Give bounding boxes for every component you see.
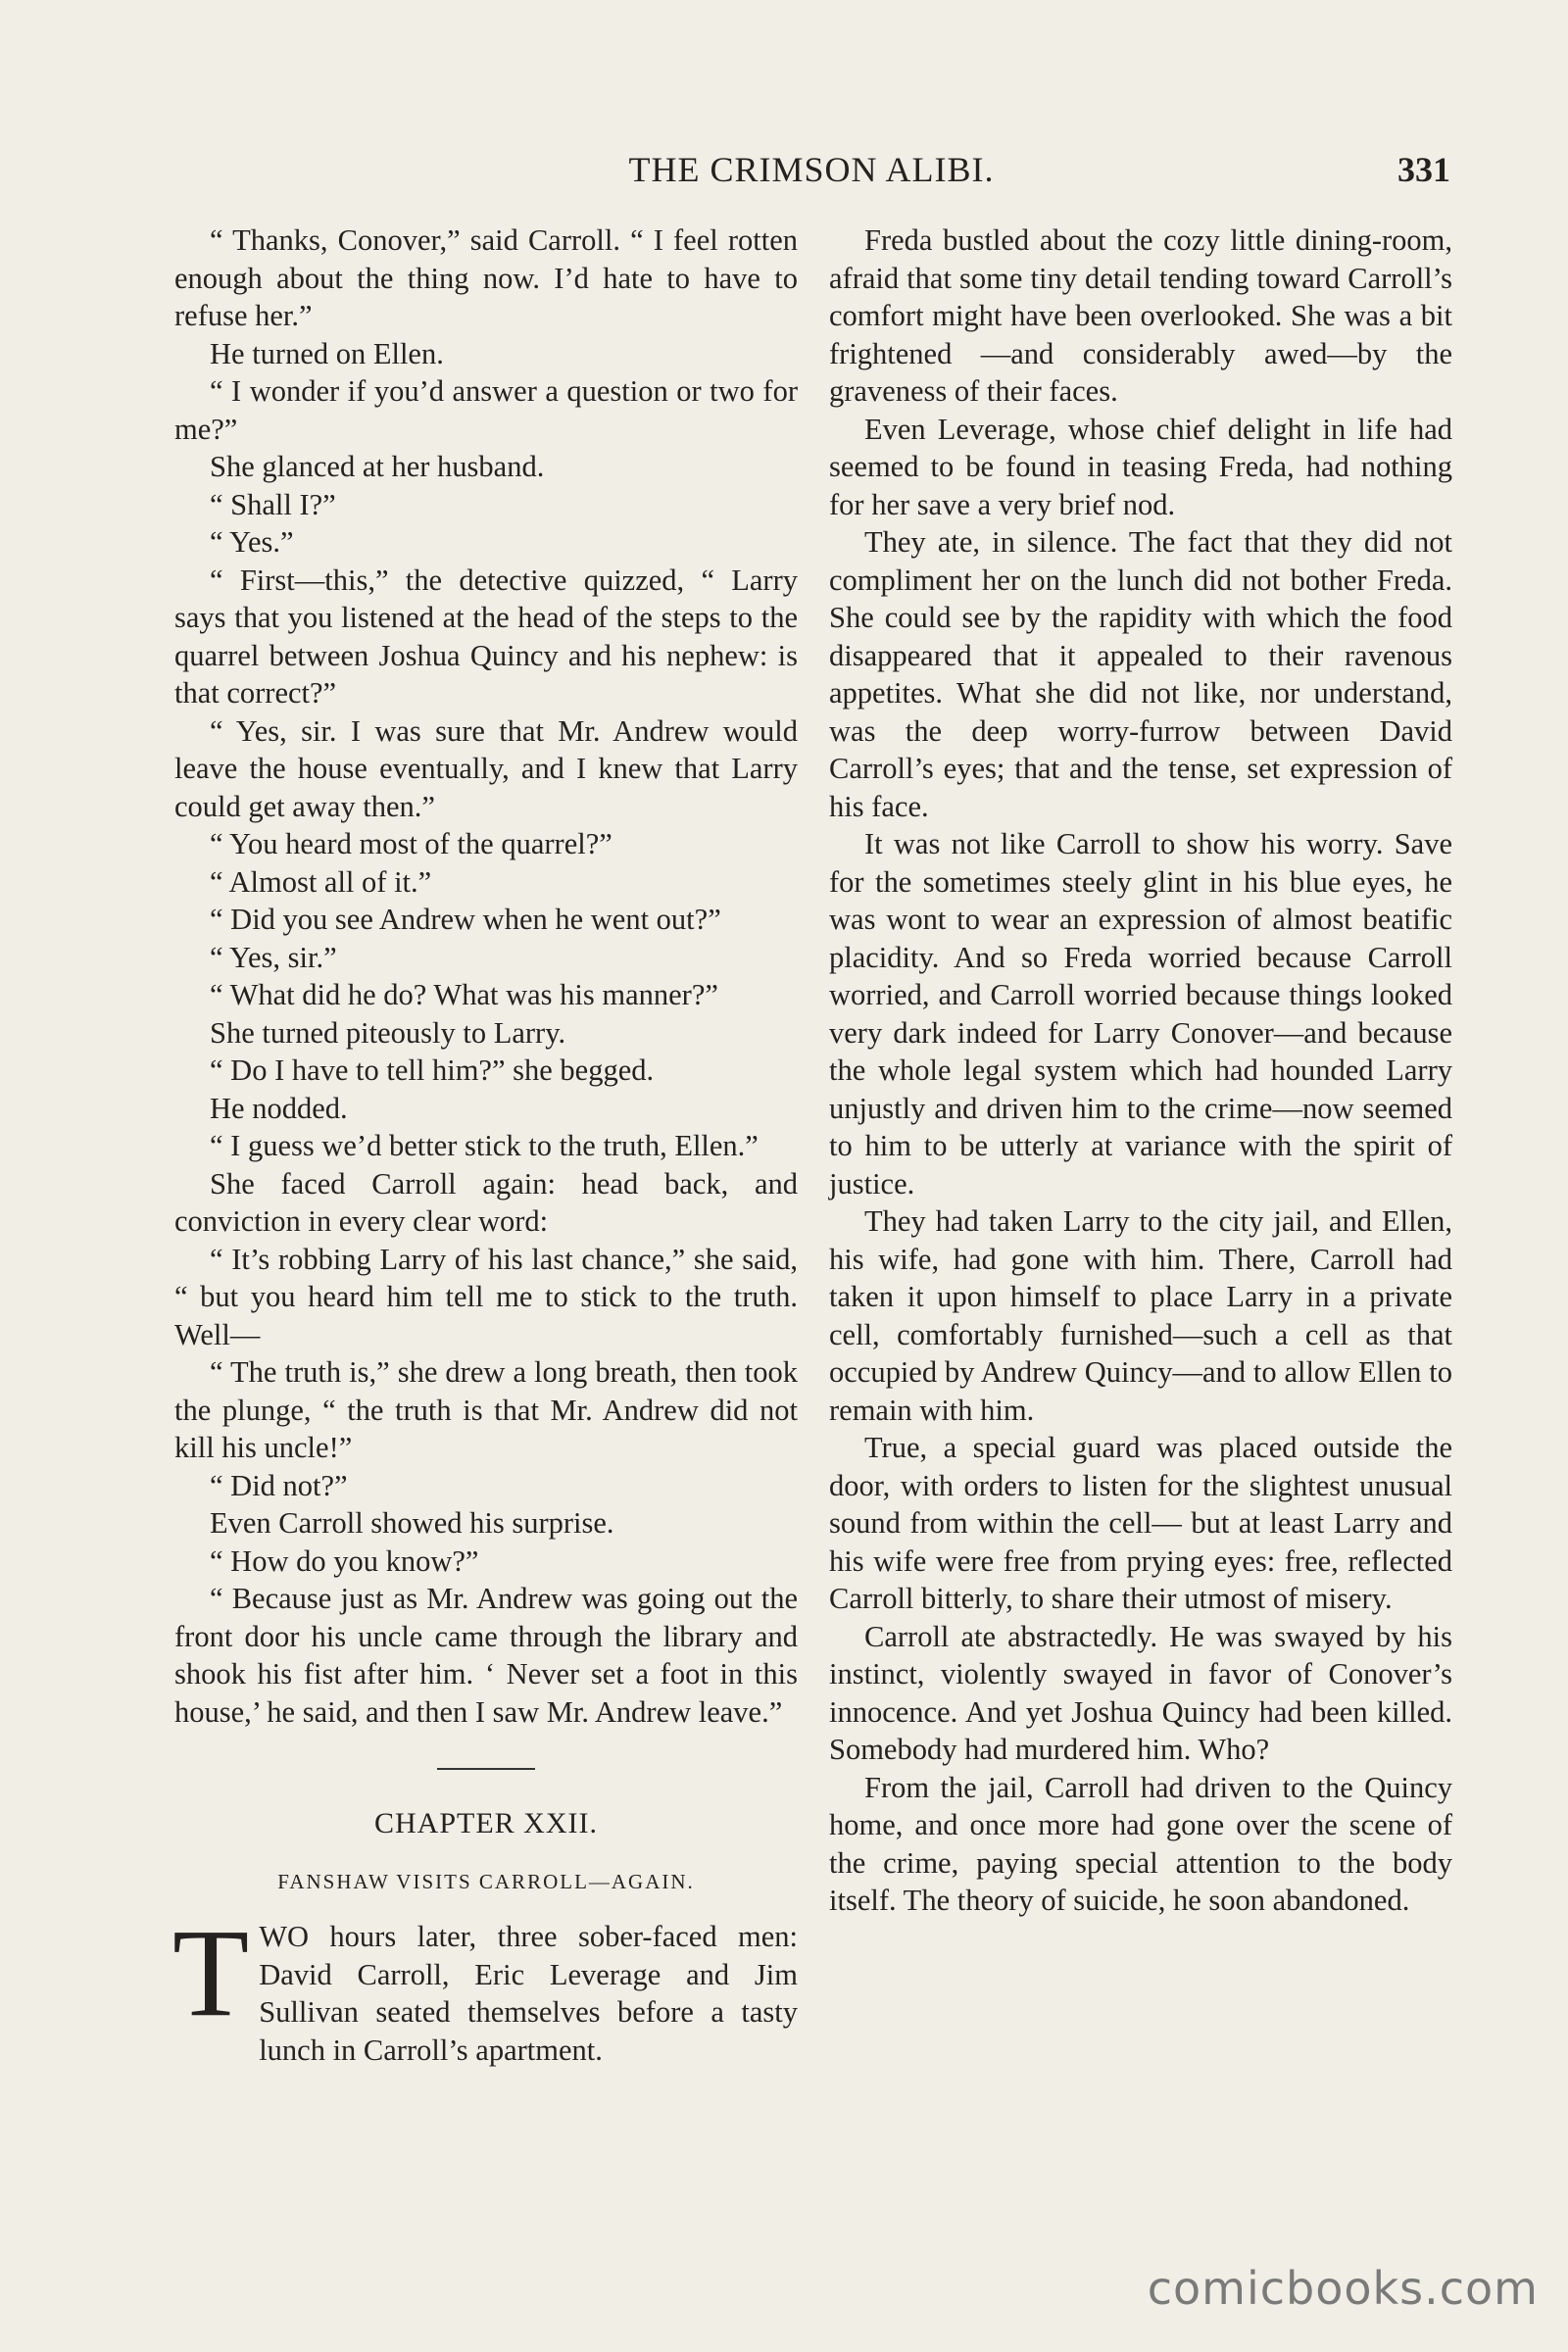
paragraph: They had taken Larry to the city jail, and Ellen, his wife, had gone with him. There, Carroll had taken it upon himself to place Larry in a private cell, comfortably furnished—such a cell as that occupied by Andrew Quincy—and to allow Ellen to remain with him. — [829, 1204, 1452, 1427]
paragraph: “ Thanks, Conover,” said Carroll. “ I feel rotten enough about the thing now. I’d hate to have to refuse her.” — [174, 223, 798, 332]
paragraph: “ First—this,” the detective quizzed, “ Larry says that you listened at the head of the steps to the quarrel between Joshua Quincy and his nephew: is that correct?” — [174, 563, 798, 710]
paragraph: “ What did he do? What was his manner?” — [210, 978, 718, 1011]
paragraph: “ Did you see Andrew when he went out?” — [210, 903, 721, 936]
paragraph: “ It’s robbing Larry of his last chance,” she said, “ but you heard him tell me to stick to the truth. Well— — [174, 1242, 798, 1351]
paragraph: She glanced at her husband. — [210, 450, 545, 483]
paragraph: It was not like Carroll to show his worry. Save for the sometimes steely glint in his blue eyes, he was wont to wear an expression of almost beatific placidity. And so Freda worried because Carroll worried, and Carroll worried because things looked very dark indeed for Larry Conover—and because the whole legal system which had hounded Larry unjustly and driven him to the crime—now seemed to him to be utterly at variance with the spirit of justice. — [829, 827, 1452, 1200]
paragraph: Carroll ate abstractedly. He was swayed by his instinct, violently swayed in favor of Conover’s innocence. And yet Joshua Quincy had been killed. Somebody had murdered him. Who? — [829, 1619, 1452, 1766]
paragraph: “ I wonder if you’d answer a question or two for me?” — [174, 374, 798, 446]
chapter-opening-text: WO hours later, three sober-faced men: David Carroll, Eric Leverage and Jim Sullivan seated themselves before a tasty lunch in Carroll’s apartment. — [259, 1920, 798, 2067]
paragraph: She turned piteously to Larry. — [210, 1015, 566, 1050]
left-column — [174, 221, 798, 2069]
chapter-subtitle: FANSHAW VISITS CARROLL—AGAIN. — [277, 1869, 695, 1893]
paragraph: He nodded. — [210, 1091, 348, 1125]
paragraph: She faced Carroll again: head back, and conviction in every clear word: — [174, 1166, 798, 1238]
paragraph: They ate, in silence. The fact that they did not compliment her on the lunch did not bother Freda. She could see by the rapidity with which the food disappeared that it appealed to their ravenous appetites. What she did not like, nor understand, was the deep worry-furrow between David Carroll’s eyes; that and the tense, set expression of his face. — [829, 525, 1452, 823]
paragraph: “ Yes.” — [210, 525, 294, 559]
paragraph: Even Carroll showed his surprise. — [210, 1506, 614, 1540]
drop-cap: T — [172, 1903, 250, 2042]
running-header — [172, 149, 1450, 198]
right-column — [829, 221, 1452, 1920]
paragraph: “ Yes, sir. I was sure that Mr. Andrew would leave the house eventually, and I knew that Larry could get away then.” — [174, 713, 798, 823]
paragraph: “ How do you know?” — [210, 1544, 479, 1578]
paragraph: “ Because just as Mr. Andrew was going out the front door his uncle came through the library and shook his fist after him. ‘ Never set a foot in this house,’ he said, and then I saw Mr. Andrew leave.” — [174, 1582, 798, 1729]
paragraph: “ Almost all of it.” — [210, 864, 432, 899]
paragraph: “ Yes, sir.” — [210, 940, 337, 974]
page-number: 331 — [1397, 150, 1450, 189]
paragraph: “ I guess we’d better stick to the truth, Ellen.” — [210, 1129, 759, 1162]
section-divider — [437, 1768, 535, 1770]
paragraph: “ Did not?” — [210, 1468, 348, 1502]
paragraph: “ Shall I?” — [210, 487, 336, 521]
paragraph: “ You heard most of the quarrel?” — [210, 827, 612, 860]
paragraph: Even Leverage, whose chief delight in life had seemed to be found in teasing Freda, had nothing for her save a very brief nod. — [829, 412, 1452, 521]
paragraph: “ Do I have to tell him?” she begged. — [210, 1054, 655, 1087]
chapter-opening — [172, 1903, 798, 2069]
paragraph: Freda bustled about the cozy little dining-room, afraid that some tiny detail tending toward Carroll’s comfort might have been overlooked. She was a bit frightened —and considerably awed—by the graveness of their faces. — [829, 223, 1452, 408]
chapter-title: CHAPTER XXII. — [374, 1807, 598, 1839]
paragraph: From the jail, Carroll had driven to the Quincy home, and once more had gone over the scene of the crime, paying special attention to the body itself. The theory of suicide, he soon abandoned. — [829, 1770, 1452, 1917]
paragraph: True, a special guard was placed outside the door, with orders to listen for the slightest unusual sound from within the cell— but at least Larry and his wife were free from prying eyes: free, reflected Carroll bitterly, to share their utmost of misery. — [829, 1431, 1452, 1615]
paragraph: “ The truth is,” she drew a long breath, then took the plunge, “ the truth is that Mr. Andrew did not kill his uncle!” — [174, 1355, 798, 1464]
watermark: comicbooks.com — [1147, 2262, 1539, 2315]
running-title: THE CRIMSON ALIBI. — [628, 150, 995, 189]
paragraph: He turned on Ellen. — [210, 336, 444, 370]
